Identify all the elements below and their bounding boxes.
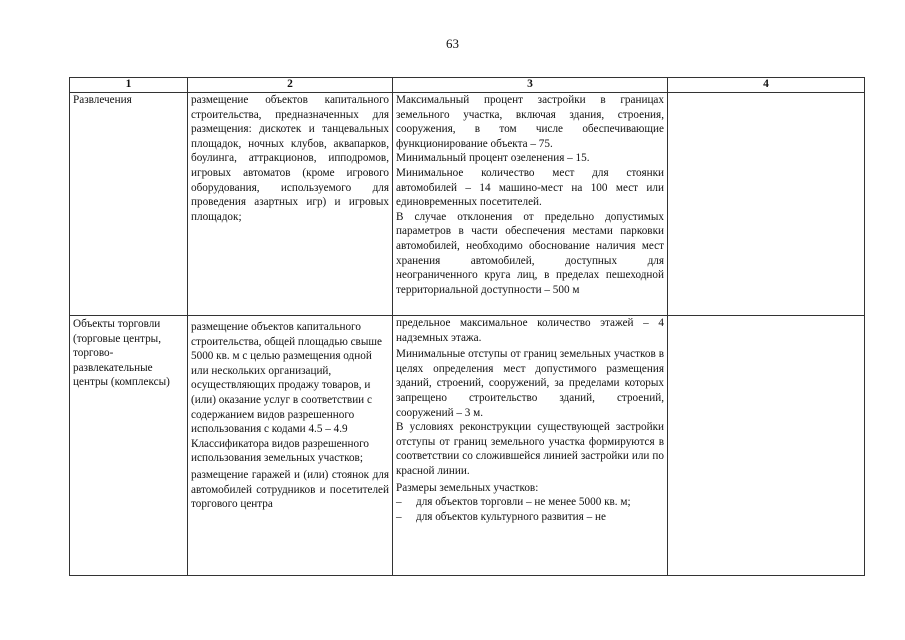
table-header-row — [70, 78, 865, 93]
use-description-text: размещение объектов капитального строительства, общей площадью свыше 5000 кв. м с целью размещения одной или нескольких организаций, осуществляющих продажу товаров, и (или) оказание услуг в соответствии с содержанием видов разрешенного использования с кодами 4.5 – 4.9 Классификатора видов разрешенного использования земельных участков; — [191, 321, 382, 465]
parameter-paragraph: Минимальное количество мест для стоянки автомобилей – 14 машино-мест на 100 мест или единовременных посетителей. — [396, 166, 664, 209]
column-header-4: 4 — [668, 78, 865, 93]
use-description-cell — [188, 93, 393, 316]
column-header-1: 1 — [70, 78, 188, 93]
parameters-cell — [393, 93, 668, 316]
use-type-cell: Объекты торговли (торговые центры, торгово-развлекательные центры (комплексы) — [70, 316, 188, 576]
list-item — [396, 510, 664, 525]
notes-cell — [668, 93, 865, 316]
parameter-paragraph: предельное максимальное количество этажей – 4 надземных этажа. — [396, 317, 664, 344]
dash-marker: – — [396, 496, 402, 509]
parameter-paragraph: Минимальный процент озеленения – 15. — [396, 152, 590, 165]
use-description-text: размещение гаражей и (или) стоянок для автомобилей сотрудников и посетителей торгового центра — [191, 468, 389, 511]
list-item-text: для объектов торговли – не менее 5000 кв. м; — [416, 496, 631, 509]
parameter-paragraph: В случае отклонения от предельно допустимых параметров в части обеспечения местами парковки автомобилей, необходимо обоснование наличия мест хранения автомобилей, доступных для неограниченного круга лиц, в пределах пешеходной территориальной доступности – 500 м — [396, 210, 664, 296]
list-item-text: для объектов культурного развития – не — [416, 510, 606, 523]
page-number: 63 — [446, 36, 459, 51]
use-description-cell — [188, 316, 393, 576]
parameter-paragraph: Минимальные отступы от границ земельных участков в целях определения мест допустимого размещения зданий, строений, сооружений, за пределами которых запрещено строительство зданий, строений, сооружений – 3 м. — [396, 348, 664, 419]
use-type-cell: Развлечения — [70, 93, 188, 316]
parameter-paragraph: Размеры земельных участков: — [396, 481, 539, 494]
column-header-3: 3 — [393, 78, 668, 93]
parameters-cell — [393, 316, 668, 576]
use-description-text: размещение объектов капитального строительства, предназначенных для размещения: дискотек и танцевальных площадок, ночных клубов, аквапарков, боулинга, аттракционов, ипподромов, игровых автоматов (кроме игрового оборудования, используемого для проведения азартных игр) и игровых площадок; — [191, 94, 389, 223]
notes-cell — [668, 316, 865, 576]
list-item — [396, 495, 664, 510]
table-row — [70, 316, 865, 576]
table-row — [70, 93, 865, 316]
parameter-paragraph: Максимальный процент застройки в границах земельного участка, включая здания, строения, сооружения, в том числе обеспечивающие функционирование объекта – 75. — [396, 94, 664, 150]
parameter-paragraph: В условиях реконструкции существующей застройки отступы от границ земельного участка формируются в соответствии со сложившейся линией застройки или по красной линии. — [396, 421, 664, 477]
column-header-2: 2 — [188, 78, 393, 93]
regulations-table — [69, 77, 865, 576]
dash-marker: – — [396, 510, 402, 523]
